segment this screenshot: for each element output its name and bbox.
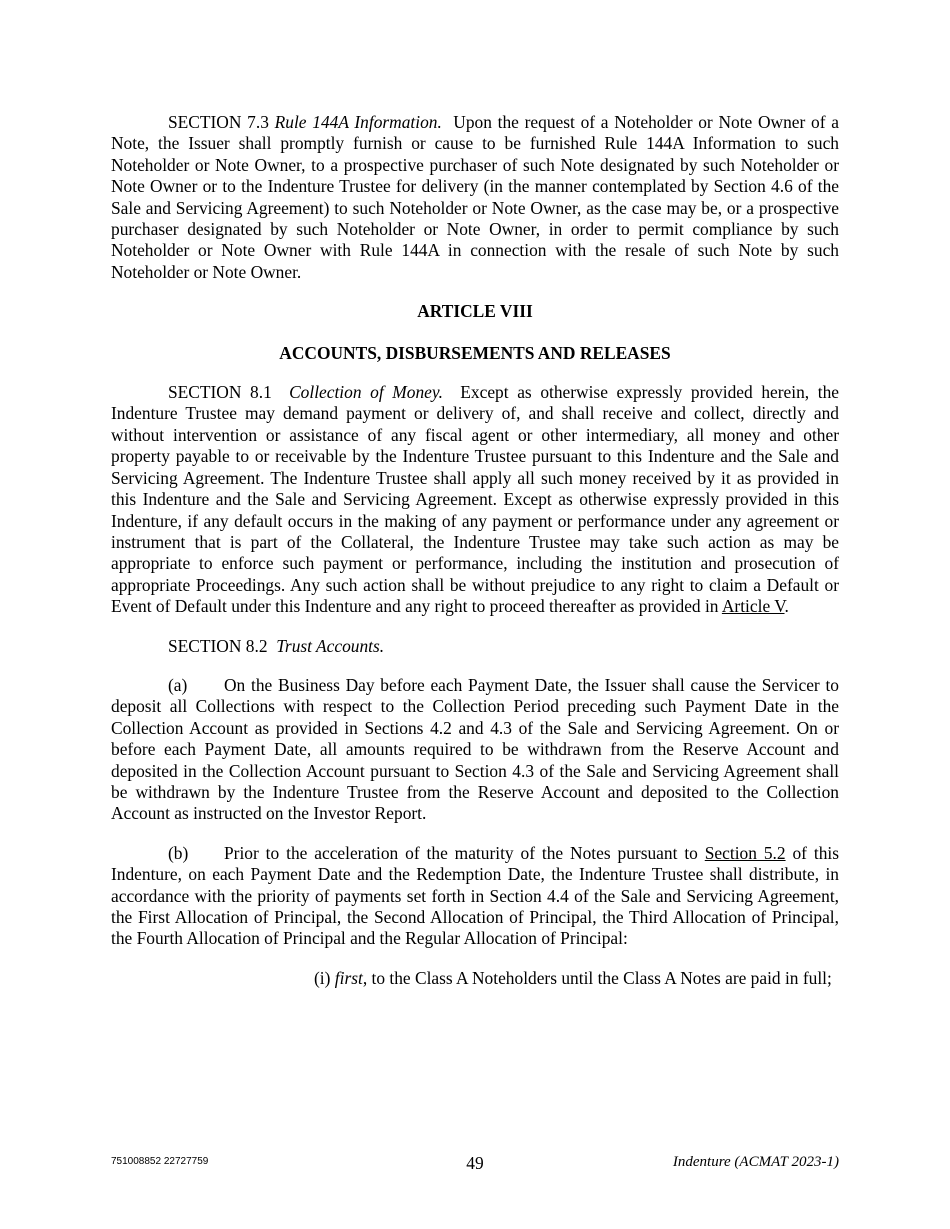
paragraph-a-label: (a) [168,674,188,695]
section-5-2-reference: Section 5.2 [704,842,786,863]
paragraph-b-text-after: of this Indenture, on each Payment Date and the Redemption Date, the Indenture Trustee shall distribute, in accordance with the priority of payments set forth in Section 4.4 of the Sale and Servicing Agreement, the First Allocation of Principal, the Second Allocation of Principal, the Third Allocation of Principal, the Fourth Allocation of Principal and the Regular Allocation of Principal: [111,842,839,949]
section-7-3-label: SECTION 7.3 [168,112,269,132]
section-7-3-text: Upon the request of a Noteholder or Note Owner of a Note, the Issuer shall promptly furnish or cause to be furnished Rule 144A Information to such Noteholder or Note Owner, to a prospective purchaser of such Note designated by such Noteholder or Note Owner or to the Indenture Trustee for delivery (in the manner contemplated by Section 4.6 of the Sale and Servicing Agreement) to such Noteholder or Note Owner, as the case may be, or a prospective purchaser designated by such Noteholder or Note Owner, in order to permit compliance by such Noteholder or Note Owner with Rule 144A in connection with the resale of such Note by such Noteholder or Note Owner. [111,112,839,282]
article-number: ARTICLE VIII [417,301,533,322]
item-i-label: (i) [314,967,331,988]
item-i [257,968,839,989]
paragraph-b-label: (b) [168,842,189,863]
paragraph-b-text-before: Prior to the acceleration of the maturity of the Notes pursuant to [224,842,698,863]
section-8-2-title: Trust Accounts. [276,635,385,656]
footer-doc-id: 751008852 22727759 [111,1156,209,1167]
page-footer [111,1153,839,1177]
section-8-1-label: SECTION 8.1 [168,382,272,403]
paragraph-a-text: On the Business Day before each Payment Date, the Issuer shall cause the Servicer to deposit all Collections with respect to the Collection Period preceding such Payment Date in the Collection Account as provided in Sections 4.2 and 4.3 of the Sale and Servicing Agreement. On or before each Payment Date, all amounts required to be withdrawn from the Reserve Account and deposited in the Collection Account pursuant to Section 4.3 of the Sale and Servicing Agreement shall be withdrawn by the Indenture Trustee from the Reserve Account and deposited to the Collection Account as instructed on the Investor Report. [111,674,839,824]
section-8-1-title: Collection of Money. [289,382,444,403]
article-v-reference: Article V [721,596,785,617]
article-title: ACCOUNTS, DISBURSEMENTS AND RELEASES [279,342,671,363]
section-8-1 [111,382,839,617]
paragraph-b [111,843,839,950]
item-i-text: , to the Class A Noteholders until the Class A Notes are paid in full; [362,967,832,988]
footer-doc-title: Indenture (ACMAT 2023-1) [672,1154,839,1170]
section-7-3 [111,112,839,283]
section-8-2-label: SECTION 8.2 [168,635,268,656]
section-8-1-text: Except as otherwise expressly provided herein, the Indenture Trustee may demand payment or delivery of, and shall receive and collect, directly and without intervention or assistance of any fiscal agent or other intermediary, all money and other property payable to or receivable by the Indenture Trustee pursuant to this Indenture and the Sale and Servicing Agreement. The Indenture Trustee shall apply all such money received by it as provided in this Indenture and the Sale and Servicing Agreement. Except as otherwise expressly provided in this Indenture, if any default occurs in the making of any payment or performance under any agreement or instrument that is part of the Collateral, the Indenture Trustee may take such action as may be appropriate to enforce such payment or performance, including the institution and prosecution of appropriate Proceedings. Any such action shall be without prejudice to any right to claim a Default or Event of Default under this Indenture and any right to proceed thereafter as provided in [111,382,839,617]
paragraph-a [111,675,839,825]
footer-page-number: 49 [466,1153,484,1173]
document-page [111,112,839,989]
section-7-3-title: Rule 144A Information. [274,112,442,132]
section-8-1-end: . [784,596,789,617]
item-i-keyword: first [334,967,363,988]
section-8-2 [111,636,839,657]
